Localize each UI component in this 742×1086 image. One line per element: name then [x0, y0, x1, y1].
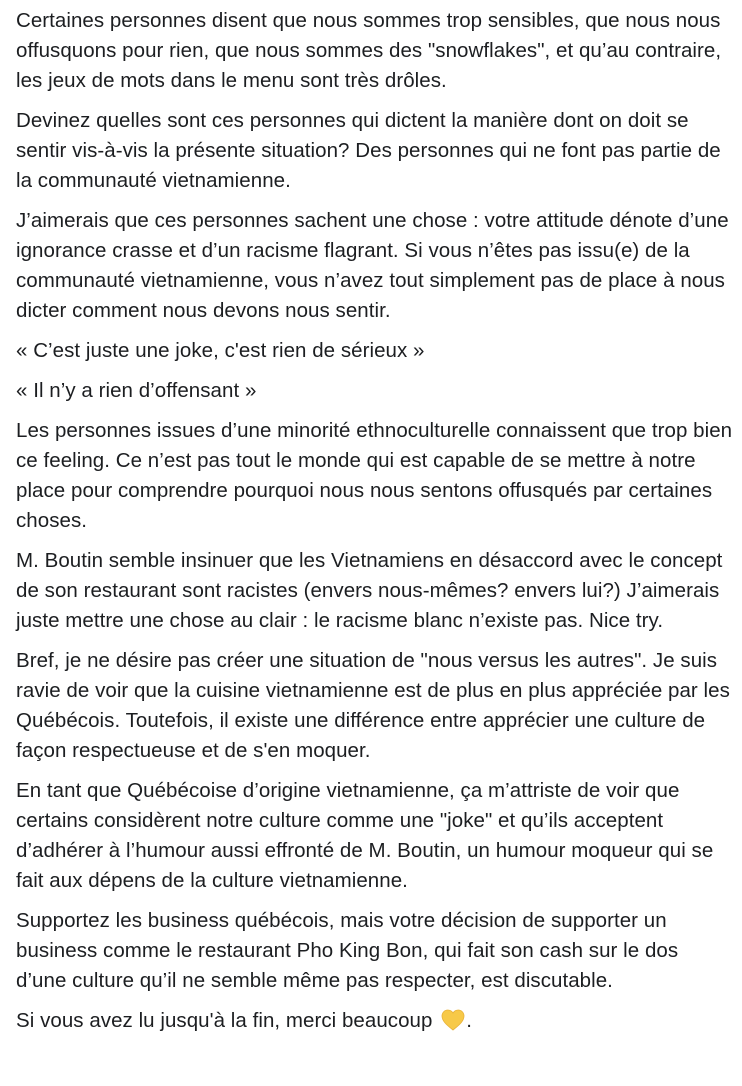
closing-text: Si vous avez lu jusqu'à la fin, merci beaucoup	[16, 1009, 433, 1032]
paragraph-6: Bref, je ne désire pas créer une situation de "nous versus les autres". Je suis ravie de voir que la cuisine vietnamienne est de plus en plus appréciée par les Québécois. Toutefois, il existe une différence entre apprécier une culture de façon respectueuse et de s'en moquer.	[16, 649, 730, 762]
closing-line	[16, 1006, 734, 1040]
paragraph-2: Devinez quelles sont ces personnes qui dictent la manière dont on doit se sentir vis-à-vis la présente situation? Des personnes qui ne font pas partie de la communauté vietnamienne.	[16, 109, 721, 192]
paragraph-4: Les personnes issues d’une minorité ethnoculturelle connaissent que trop bien ce feeling. Ce n’est pas tout le monde qui est capable de se mettre à notre place pour comprendre pourquoi nous nous sentons offusqués par certaines choses.	[16, 419, 733, 532]
closing-period: .	[466, 1009, 472, 1032]
quote-2: « Il n’y a rien d’offensant »	[16, 379, 257, 402]
paragraph-8: Supportez les business québécois, mais votre décision de supporter un business comme le restaurant Pho King Bon, qui fait son cash sur le dos d’une culture qu’il ne semble même pas respecter, est discutable.	[16, 909, 679, 992]
yellow-heart-icon	[441, 1009, 465, 1040]
quote-1: « C’est juste une joke, c'est rien de sérieux »	[16, 339, 425, 362]
paragraph-5: M. Boutin semble insinuer que les Vietnamiens en désaccord avec le concept de son restaurant sont racistes (envers nous-mêmes? envers lui?) J’aimerais juste mettre une chose au clair : le racisme blanc n’existe pas. Nice try.	[16, 549, 723, 632]
paragraph-7: En tant que Québécoise d’origine vietnamienne, ça m’attriste de voir que certains considèrent notre culture comme une "joke" et qu’ils acceptent d’adhérer à l’humour aussi effronté de M. Boutin, un humour moqueur qui se fait aux dépens de la culture vietnamienne.	[16, 779, 714, 892]
paragraph-1: Certaines personnes disent que nous sommes trop sensibles, que nous nous offusquons pour rien, que nous sommes des "snowflakes", et qu’au contraire, les jeux de mots dans le menu sont très drôles.	[16, 9, 722, 92]
paragraph-3: J’aimerais que ces personnes sachent une chose : votre attitude dénote d’une ignorance crasse et d’un racisme flagrant. Si vous n’êtes pas issu(e) de la communauté vietnamienne, vous n’avez tout simplement pas de place à nous dicter comment nous devons nous sentir.	[16, 209, 729, 322]
